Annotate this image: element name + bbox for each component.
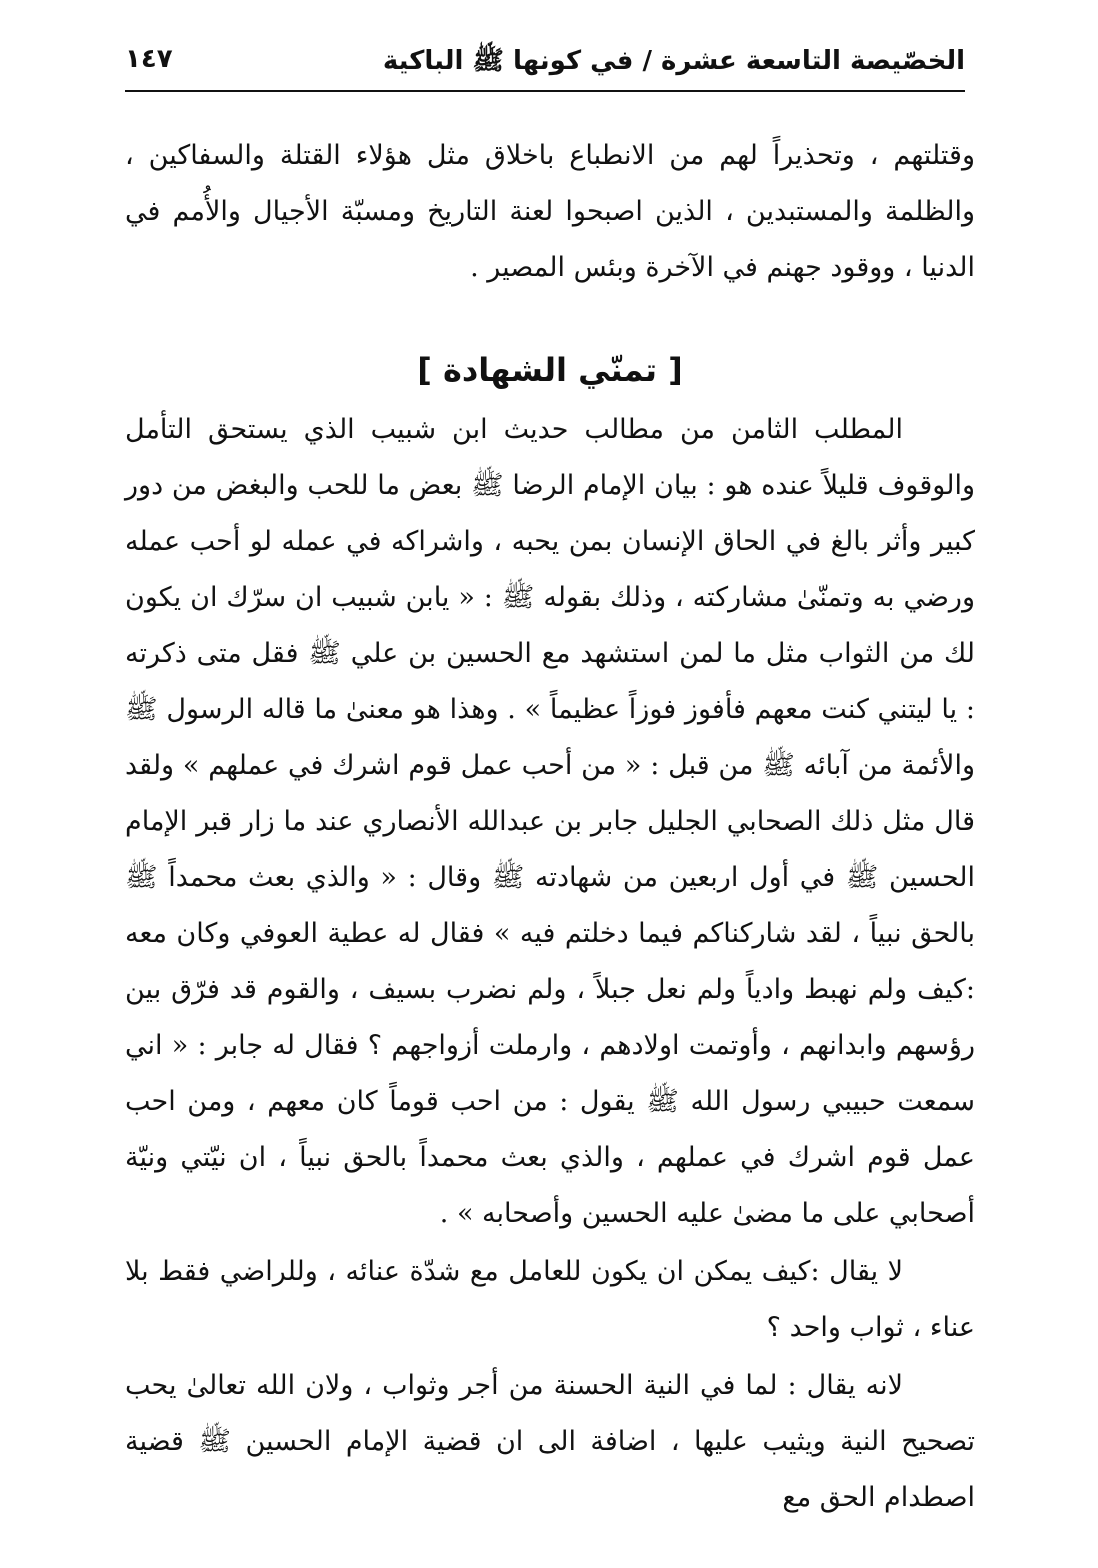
intro-paragraph-block (125, 128, 975, 296)
page-number: ١٤٧ (125, 44, 173, 74)
intro-paragraph: وقتلتهم ، وتحذيراً لهم من الانطباع باخلاق مثل هؤلاء القتلة والسفاكين ، والظلمة والمستبدين ، الذين اصبحوا لعنة التاريخ ومسبّة الأجيال والأُمم في الدنيا ، ووقود جهنم في الآخرة وبئس المصير . (125, 140, 975, 283)
header-divider (125, 90, 965, 92)
section-body (125, 402, 975, 1526)
section-heading: [ تمنّي الشهادة ] (417, 351, 683, 389)
body-paragraph: المطلب الثامن من مطالب حديث ابن شبيب الذي يستحق التأمل والوقوف قليلاً عنده هو : بيان الإمام الرضا ﷺ بعض ما للحب والبغض من دور كبير وأثر بالغ في الحاق الإنسان بمن يحبه ، واشراكه في عمله لو أحب عمله ورضي به وتمنّىٰ مشاركته ، وذلك بقوله ﷺ : « يابن شبيب ان سرّك ان يكون لك من الثواب مثل ما لمن استشهد مع الحسين بن علي ﷺ فقل متى ذكرته : يا ليتني كنت معهم فأفوز فوزاً عظيماً » . وهذا هو معنىٰ ما قاله الرسول ﷺ والأئمة من آبائه ﷺ من قبل : « من أحب عمل قوم اشرك في عملهم » ولقد قال مثل ذلك الصحابي الجليل جابر بن عبدالله الأنصاري عند ما زار قبر الإمام الحسين ﷺ في أول اربعين من شهادته ﷺ وقال : « والذي بعث محمداً ﷺ بالحق نبياً ، لقد شاركناكم فيما دخلتم فيه » فقال له عطية العوفي وكان معه :كيف ولم نهبط وادياً ولم نعل جبلاً ، ولم نضرب بسيف ، والقوم قد فرّق بين رؤسهم وابدانهم ، وأوتمت اولادهم ، وارملت أزواجهم ؟ فقال له جابر : « اني سمعت حبيبي رسول الله ﷺ يقول : من احب قوماً كان معهم ، ومن احب عمل قوم اشرك في عملهم ، والذي بعث محمداً بالحق نبياً ، ان نيّتي ونيّة أصحابي على ما مضىٰ عليه الحسين وأصحابه » . (125, 414, 975, 1229)
running-header (125, 40, 965, 90)
body-paragraph: لا يقال :كيف يمكن ان يكون للعامل مع شدّة عنائه ، وللراضي فقط بلا عناء ، ثواب واحد ؟ (125, 1256, 975, 1343)
body-paragraph: لانه يقال : لما في النية الحسنة من أجر وثواب ، ولان الله تعالىٰ يحب تصحيح النية ويثيب عليها ، اضافة الى ان قضية الإمام الحسين ﷺ قضية اصطدام الحق مع (125, 1370, 975, 1513)
running-title: الخصّيصة التاسعة عشرة / في كونها ﷺ الباكية (382, 46, 965, 76)
